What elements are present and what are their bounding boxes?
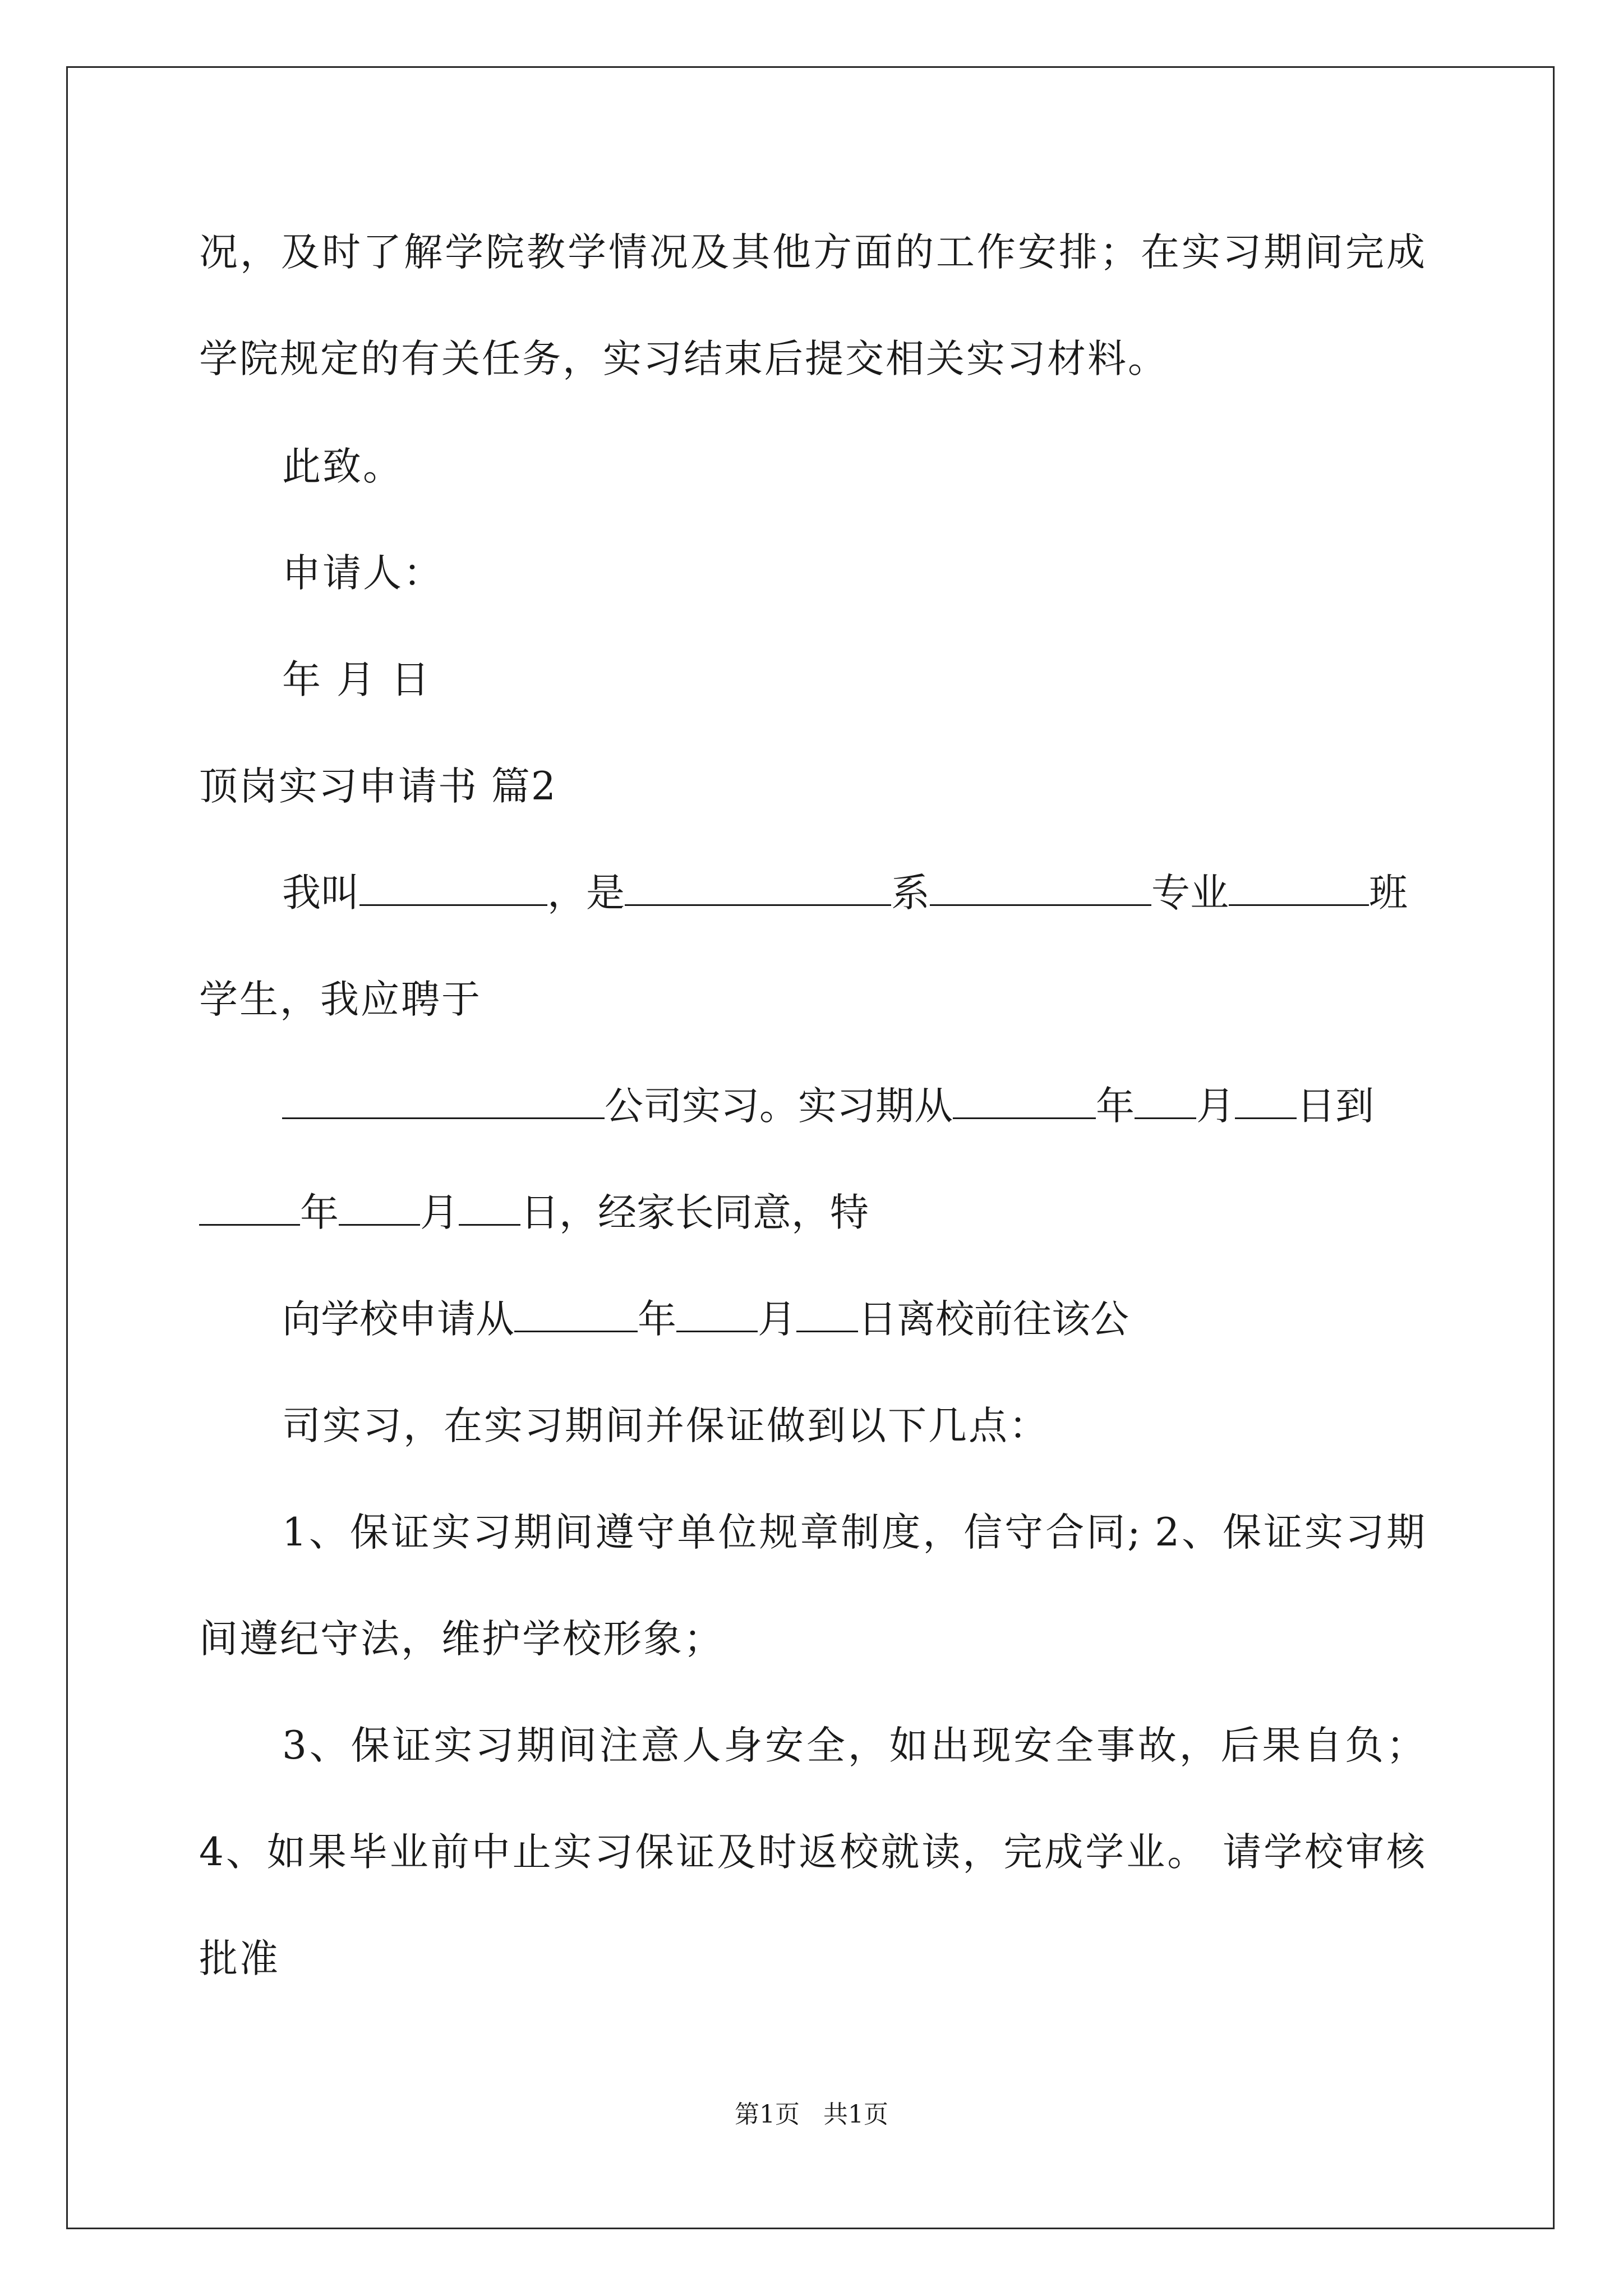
fill-text: 月 [758, 1297, 796, 1342]
paragraph-line [199, 1297, 1425, 1342]
fill-text: 年 [300, 1190, 339, 1235]
closing-salutation: 此致。 [282, 444, 403, 489]
end-year-blank[interactable] [199, 1193, 300, 1226]
start-year-blank[interactable] [953, 1086, 1096, 1119]
paragraph-line [199, 1190, 1425, 1235]
paragraph-line: 间遵纪守法，维护学校形象； [199, 1617, 724, 1662]
paragraph-line [199, 1084, 1425, 1129]
company-blank[interactable] [282, 1086, 605, 1119]
section-heading: 顶岗实习申请书 篇2 [199, 764, 557, 809]
fill-text: 日离校前往该公 [858, 1297, 1129, 1342]
page-footer: 第1页 共1页 [735, 2100, 888, 2129]
paragraph-line: 3、保证实习期间注意人身安全，如出现安全事故，后果自负； [282, 1723, 1425, 1768]
major-blank[interactable] [930, 873, 1151, 906]
leave-day-blank[interactable] [796, 1299, 858, 1332]
fill-text: 日到 [1297, 1084, 1374, 1129]
fill-text: 专业 [1151, 871, 1229, 915]
fill-text: 我叫 [282, 871, 359, 915]
start-day-blank[interactable] [1235, 1086, 1297, 1119]
fill-text: 月 [420, 1190, 459, 1235]
fill-text: 年 [638, 1297, 676, 1342]
fill-text: 年 [1096, 1084, 1135, 1129]
end-month-blank[interactable] [339, 1193, 420, 1226]
department-blank[interactable] [625, 873, 891, 906]
fill-text: ，是 [547, 871, 625, 915]
class-blank[interactable] [1229, 873, 1369, 906]
name-blank[interactable] [359, 873, 547, 906]
paragraph-line [199, 871, 1425, 915]
fill-text: 系 [891, 871, 930, 915]
paragraph-line: 批准 [199, 1936, 280, 1981]
leave-month-blank[interactable] [676, 1299, 758, 1332]
paragraph-line: 况，及时了解学院教学情况及其他方面的工作安排；在实习期间完成 [199, 230, 1425, 275]
fill-text: 向学校申请从 [282, 1297, 514, 1342]
leave-year-blank[interactable] [514, 1299, 638, 1332]
date-line: 年 月 日 [282, 657, 431, 702]
fill-text: 日，经家长同意，特 [520, 1190, 869, 1235]
fill-text: 公司实习。实习期从 [605, 1084, 953, 1129]
paragraph-line: 4、如果毕业前中止实习保证及时返校就读，完成学业。 请学校审核 [199, 1830, 1425, 1875]
paragraph-line: 学院规定的有关任务，实习结束后提交相关实习材料。 [199, 337, 1168, 381]
fill-text: 月 [1196, 1084, 1235, 1129]
start-month-blank[interactable] [1135, 1086, 1196, 1119]
page-border [66, 66, 1555, 2229]
applicant-label: 申请人： [282, 551, 444, 596]
fill-text: 班 [1369, 871, 1408, 915]
end-day-blank[interactable] [459, 1193, 520, 1226]
paragraph-line: 1、保证实习期间遵守单位规章制度，信守合同; 2、保证实习期 [282, 1510, 1425, 1555]
paragraph-line: 学生，我应聘于 [199, 977, 482, 1022]
paragraph-line: 司实习，在实习期间并保证做到以下几点： [282, 1404, 1049, 1448]
